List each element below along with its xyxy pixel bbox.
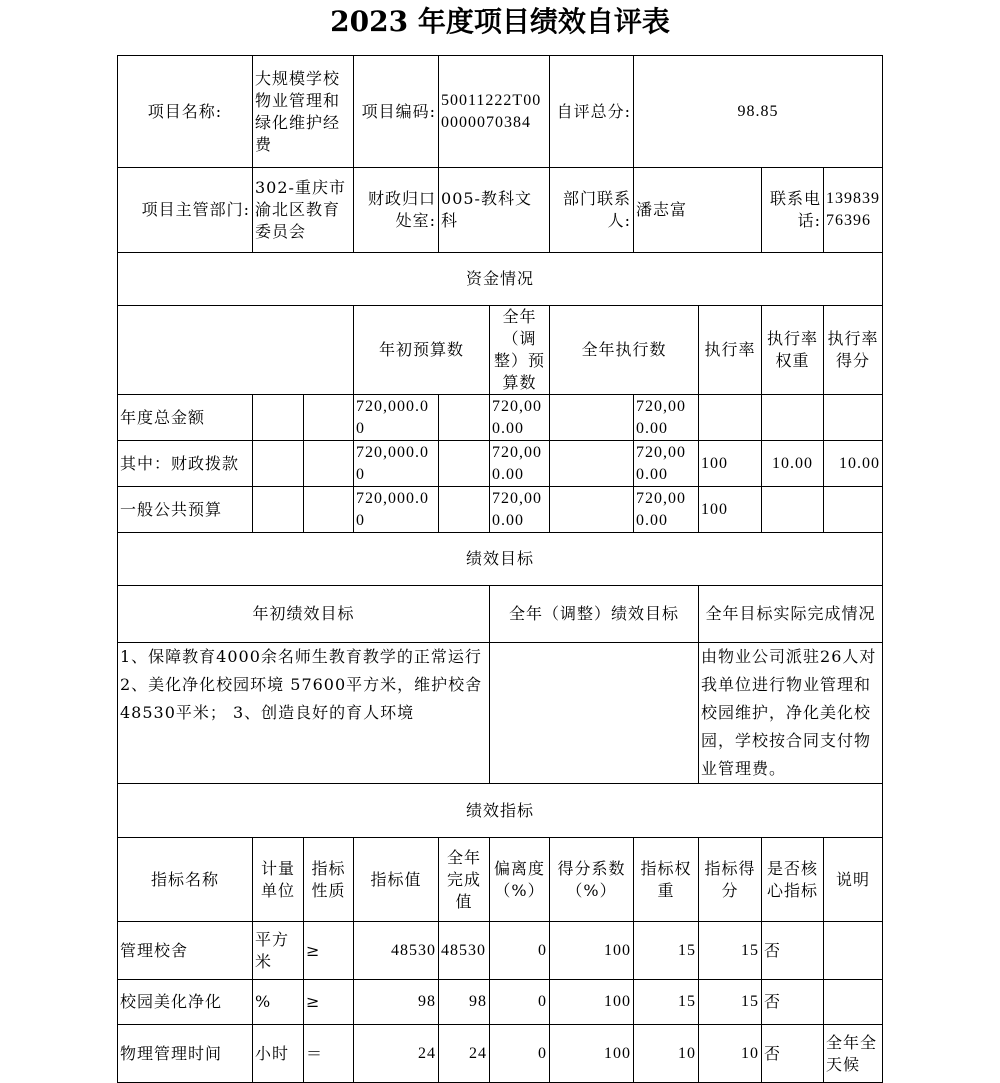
ind-core: 否: [762, 1025, 824, 1083]
office-value: 005-教科文科: [439, 168, 550, 253]
funds-section-title: 资金情况: [118, 253, 883, 306]
score-value: 98.85: [634, 56, 883, 168]
ind-value: 24: [354, 1025, 439, 1083]
ind-deviation: 0: [490, 1025, 550, 1083]
ind-name: 物理管理时间: [118, 1025, 253, 1083]
indicator-row: [118, 980, 883, 1025]
ind-coef: 100: [550, 1025, 634, 1083]
funds-header-row: [118, 306, 883, 395]
ind-col-coef: 得分系数（%）: [550, 838, 634, 922]
goals-col-actual: 全年目标实际完成情况: [699, 586, 883, 643]
funds-row-rate: 100: [699, 487, 762, 533]
funds-row-executed: 720,000.00: [634, 487, 699, 533]
goals-actual-text: 由物业公司派驻26人对我单位进行物业管理和校园维护，净化美化校园，学校按合同支付物业管理费。: [699, 643, 883, 784]
ind-unit: 小时: [253, 1025, 304, 1083]
goals-section-row: [118, 533, 883, 586]
funds-row-initial: 720,000.00: [354, 441, 439, 487]
ind-core: 否: [762, 922, 824, 980]
indicators-section-title: 绩效指标: [118, 784, 883, 838]
funds-col-rate: 执行率: [699, 306, 762, 395]
goals-adjusted-text: [490, 643, 699, 784]
ind-name: 管理校舍: [118, 922, 253, 980]
indicator-row: [118, 1025, 883, 1083]
ind-col-unit: 计量单位: [253, 838, 304, 922]
funds-row-rate: [699, 395, 762, 441]
ind-nature: ＝: [304, 1025, 354, 1083]
ind-coef: 100: [550, 922, 634, 980]
funds-col-executed: 全年执行数: [550, 306, 699, 395]
ind-score: 10: [699, 1025, 762, 1083]
ind-col-nature: 指标性质: [304, 838, 354, 922]
score-label: 自评总分:: [550, 56, 634, 168]
project-name-label: 项目名称:: [118, 56, 253, 168]
ind-unit: %: [253, 980, 304, 1025]
funds-row-score: 10.00: [824, 441, 883, 487]
ind-col-deviation: 偏离度（%）: [490, 838, 550, 922]
ind-deviation: 0: [490, 922, 550, 980]
funds-row-rate: 100: [699, 441, 762, 487]
indicators-header-row: [118, 838, 883, 922]
funds-row-initial: 720,000.00: [354, 395, 439, 441]
funds-row-name: 年度总金额: [118, 395, 253, 441]
office-label: 财政归口处室:: [354, 168, 439, 253]
funds-row-executed: 720,000.00: [634, 441, 699, 487]
funds-row-score: [824, 487, 883, 533]
header-row-1: [118, 56, 883, 168]
funds-row: [118, 395, 883, 441]
ind-completed: 48530: [439, 922, 490, 980]
goals-content-row: [118, 643, 883, 784]
funds-col-score: 执行率得分: [824, 306, 883, 395]
ind-deviation: 0: [490, 980, 550, 1025]
funds-row-name: 其中：财政拨款: [118, 441, 253, 487]
ind-col-completed: 全年完成值: [439, 838, 490, 922]
funds-col-weight: 执行率权重: [762, 306, 824, 395]
ind-note: [824, 980, 883, 1025]
goals-header-row: [118, 586, 883, 643]
phone-value: 13983976396: [824, 168, 883, 253]
funds-row-adjusted: 720,000.00: [490, 441, 550, 487]
goals-col-adjusted: 全年（调整）绩效目标: [490, 586, 699, 643]
goals-initial-text: 1、保障教育4000余名师生教育教学的正常运行 2、美化净化校园环境 57600平方米，维护校舍48530平米； 3、创造良好的育人环境: [118, 643, 490, 784]
ind-col-name: 指标名称: [118, 838, 253, 922]
funds-row-name: 一般公共预算: [118, 487, 253, 533]
ind-name: 校园美化净化: [118, 980, 253, 1025]
ind-weight: 15: [634, 922, 699, 980]
funds-row-executed: 720,000.00: [634, 395, 699, 441]
project-name-value: 大规模学校物业管理和绿化维护经费: [253, 56, 354, 168]
funds-col-initial: 年初预算数: [354, 306, 490, 395]
ind-nature: ≥: [304, 922, 354, 980]
ind-score: 15: [699, 922, 762, 980]
ind-core: 否: [762, 980, 824, 1025]
ind-completed: 24: [439, 1025, 490, 1083]
funds-row-score: [824, 395, 883, 441]
ind-score: 15: [699, 980, 762, 1025]
funds-row-adjusted: 720,000.00: [490, 487, 550, 533]
funds-row-weight: 10.00: [762, 441, 824, 487]
ind-col-weight: 指标权重: [634, 838, 699, 922]
funds-row-weight: [762, 395, 824, 441]
indicator-row: [118, 922, 883, 980]
contact-value: 潘志富: [634, 168, 762, 253]
funds-col-adjusted: 全年（调整）预算数: [490, 306, 550, 395]
ind-col-core: 是否核心指标: [762, 838, 824, 922]
contact-label: 部门联系人:: [550, 168, 634, 253]
indicators-section-row: [118, 784, 883, 838]
goals-section-title: 绩效目标: [118, 533, 883, 586]
ind-note: [824, 922, 883, 980]
funds-row-weight: [762, 487, 824, 533]
ind-value: 48530: [354, 922, 439, 980]
ind-weight: 10: [634, 1025, 699, 1083]
dept-label: 项目主管部门:: [118, 168, 253, 253]
project-code-value: 50011222T000000070384: [439, 56, 550, 168]
ind-value: 98: [354, 980, 439, 1025]
funds-section-row: [118, 253, 883, 306]
funds-row: [118, 487, 883, 533]
ind-col-note: 说明: [824, 838, 883, 922]
funds-row-adjusted: 720,000.00: [490, 395, 550, 441]
self-evaluation-table: [117, 55, 883, 1083]
ind-weight: 15: [634, 980, 699, 1025]
ind-coef: 100: [550, 980, 634, 1025]
header-row-2: [118, 168, 883, 253]
ind-completed: 98: [439, 980, 490, 1025]
goals-col-initial: 年初绩效目标: [118, 586, 490, 643]
dept-value: 302-重庆市渝北区教育委员会: [253, 168, 354, 253]
funds-row-initial: 720,000.00: [354, 487, 439, 533]
ind-col-score: 指标得分: [699, 838, 762, 922]
ind-unit: 平方米: [253, 922, 304, 980]
funds-row: [118, 441, 883, 487]
phone-label: 联系电话:: [762, 168, 824, 253]
ind-col-value: 指标值: [354, 838, 439, 922]
ind-nature: ≥: [304, 980, 354, 1025]
ind-note: 全年全天候: [824, 1025, 883, 1083]
project-code-label: 项目编码:: [354, 56, 439, 168]
page-title: 2023 年度项目绩效自评表: [330, 5, 670, 38]
